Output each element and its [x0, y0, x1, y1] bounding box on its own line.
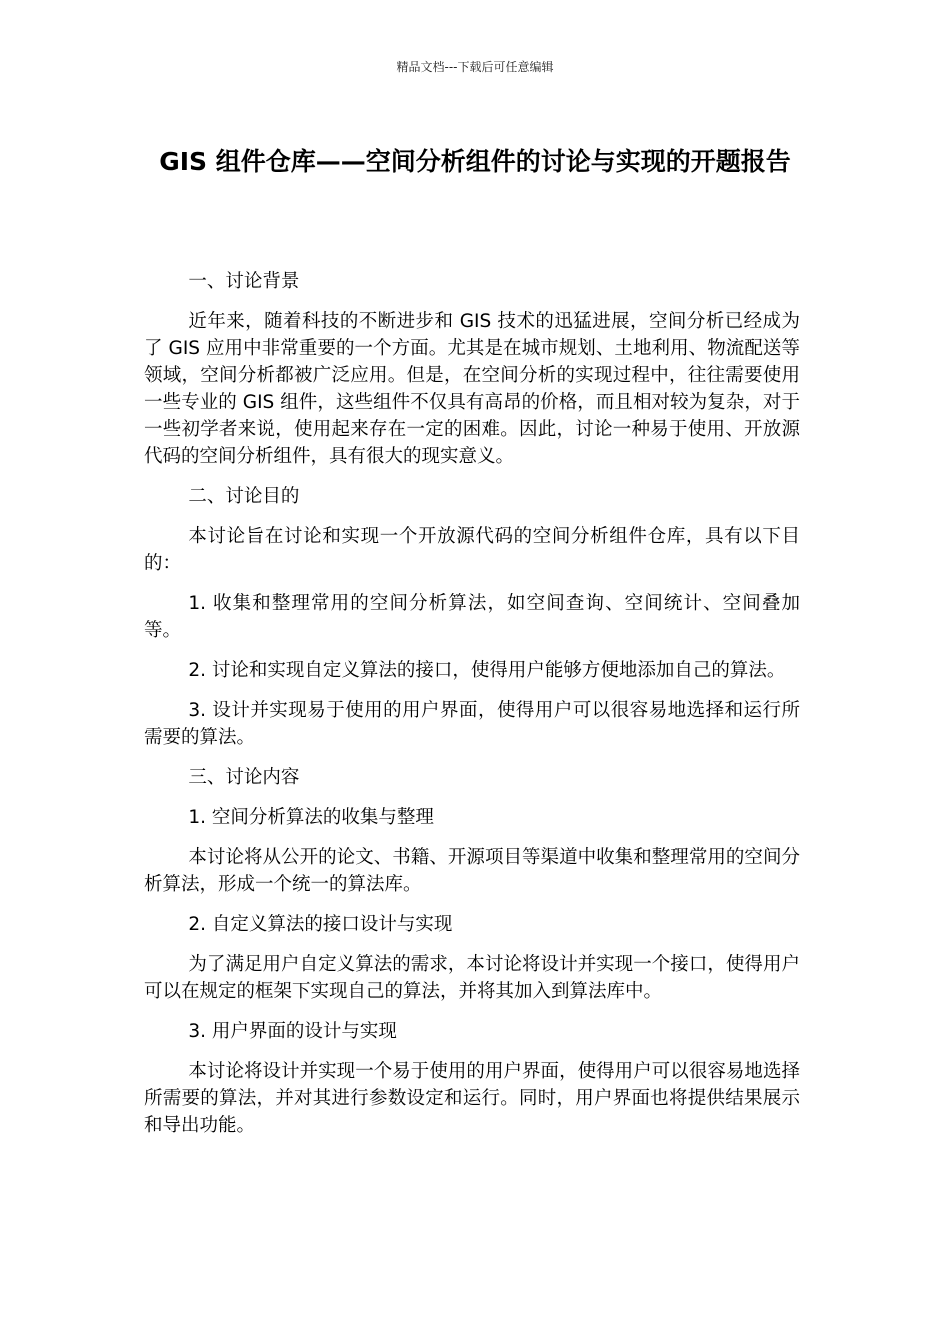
header-note: 精品文档---下载后可任意编辑: [396, 60, 554, 74]
content-subheading-1: 1. 空间分析算法的收集与整理: [188, 807, 434, 828]
document-body: [144, 268, 800, 1152]
purpose-item-1: 1. 收集和整理常用的空间分析算法，如空间查询、空间统计、空间叠加等。: [144, 593, 800, 641]
section-heading-purpose: 二、讨论目的: [188, 486, 300, 507]
content-subheading-2: 2. 自定义算法的接口设计与实现: [188, 914, 453, 935]
purpose-item-2: 2. 讨论和实现自定义算法的接口，使得用户能够方便地添加自己的算法。: [188, 660, 786, 681]
purpose-item-3: 3. 设计并实现易于使用的用户界面，使得用户可以很容易地选择和运行所需要的算法。: [144, 700, 800, 748]
document-title: GIS 组件仓库——空间分析组件的讨论与实现的开题报告: [159, 147, 791, 176]
content-subheading-3: 3. 用户界面的设计与实现: [188, 1021, 397, 1042]
section-heading-content: 三、讨论内容: [188, 767, 300, 788]
content-paragraph-1: 本讨论将从公开的论文、书籍、开源项目等渠道中收集和整理常用的空间分析算法，形成一个统一的算法库。: [144, 847, 800, 895]
section-heading-background: 一、讨论背景: [188, 271, 300, 292]
content-paragraph-2: 为了满足用户自定义算法的需求，本讨论将设计并实现一个接口，使得用户可以在规定的框架下实现自己的算法，并将其加入到算法库中。: [144, 954, 800, 1002]
paragraph-background: 近年来，随着科技的不断进步和 GIS 技术的迅猛进展，空间分析已经成为了 GIS 应用中非常重要的一个方面。尤其是在城市规划、土地利用、物流配送等领域，空间分析都被广泛应用。但是，在空间分析的实现过程中，往往需要使用一些专业的 GIS 组件，这些组件不仅具有高昂的价格，而且相对较为复杂，对于一些初学者来说，使用起来存在一定的困难。因此，讨论一种易于使用、开放源代码的空间分析组件，具有很大的现实意义。: [144, 311, 800, 467]
paragraph-purpose-intro: 本讨论旨在讨论和实现一个开放源代码的空间分析组件仓库，具有以下目的：: [144, 526, 800, 574]
content-paragraph-3: 本讨论将设计并实现一个易于使用的用户界面，使得用户可以很容易地选择所需要的算法，并对其进行参数设定和运行。同时，用户界面也将提供结果展示和导出功能。: [144, 1061, 800, 1136]
